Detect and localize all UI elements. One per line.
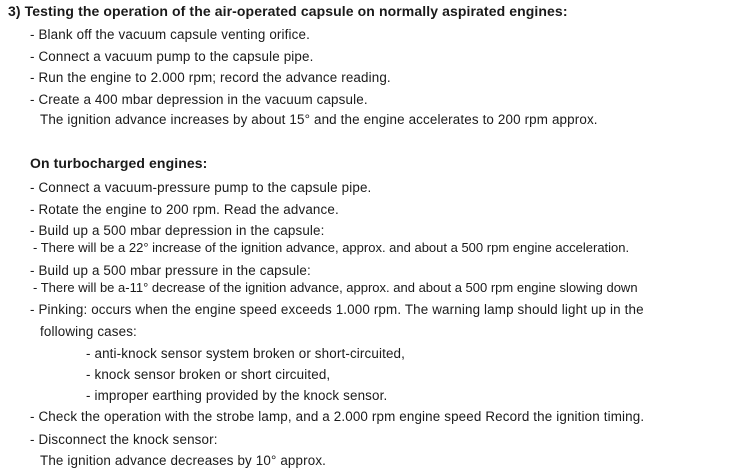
list-item: - Connect a vacuum-pressure pump to the capsule pipe. <box>30 180 372 195</box>
result-text: The ignition advance increases by about 15° and the engine accelerates to 200 rpm approx. <box>40 112 598 127</box>
list-subitem: - There will be a-11° decrease of the ignition advance, approx. and about a 500 rpm engine slowing down <box>33 280 638 295</box>
list-item: - Blank off the vacuum capsule venting orifice. <box>30 27 310 42</box>
list-item: - Create a 400 mbar depression in the vacuum capsule. <box>30 92 368 107</box>
list-item: - Rotate the engine to 200 rpm. Read the advance. <box>30 202 339 217</box>
list-subitem: - There will be a 22° increase of the ignition advance, approx. and about a 500 rpm engine acceleration. <box>33 240 630 255</box>
list-item: - Connect a vacuum pump to the capsule pipe. <box>30 49 314 64</box>
list-subitem: - knock sensor broken or short circuited, <box>86 367 331 382</box>
list-item: - Build up a 500 mbar depression in the capsule: <box>30 223 325 238</box>
turbo-heading: On turbocharged engines: <box>30 155 208 171</box>
list-item-continuation: following cases: <box>40 324 137 339</box>
section-heading: 3) Testing the operation of the air-operated capsule on normally aspirated engines: <box>8 3 568 19</box>
list-item: - Check the operation with the strobe lamp, and a 2.000 rpm engine speed Record the ignition timing. <box>30 409 645 424</box>
list-item: - Pinking: occurs when the engine speed exceeds 1.000 rpm. The warning lamp should light up in the <box>30 302 644 317</box>
list-item: - Build up a 500 mbar pressure in the capsule: <box>30 263 311 278</box>
list-item: - Run the engine to 2.000 rpm; record the advance reading. <box>30 70 391 85</box>
list-subitem: - anti-knock sensor system broken or short-circuited, <box>86 346 406 361</box>
list-subitem: - improper earthing provided by the knock sensor. <box>86 388 388 403</box>
list-item: - Disconnect the knock sensor: <box>30 432 218 447</box>
result-text: The ignition advance decreases by 10° approx. <box>40 453 327 468</box>
